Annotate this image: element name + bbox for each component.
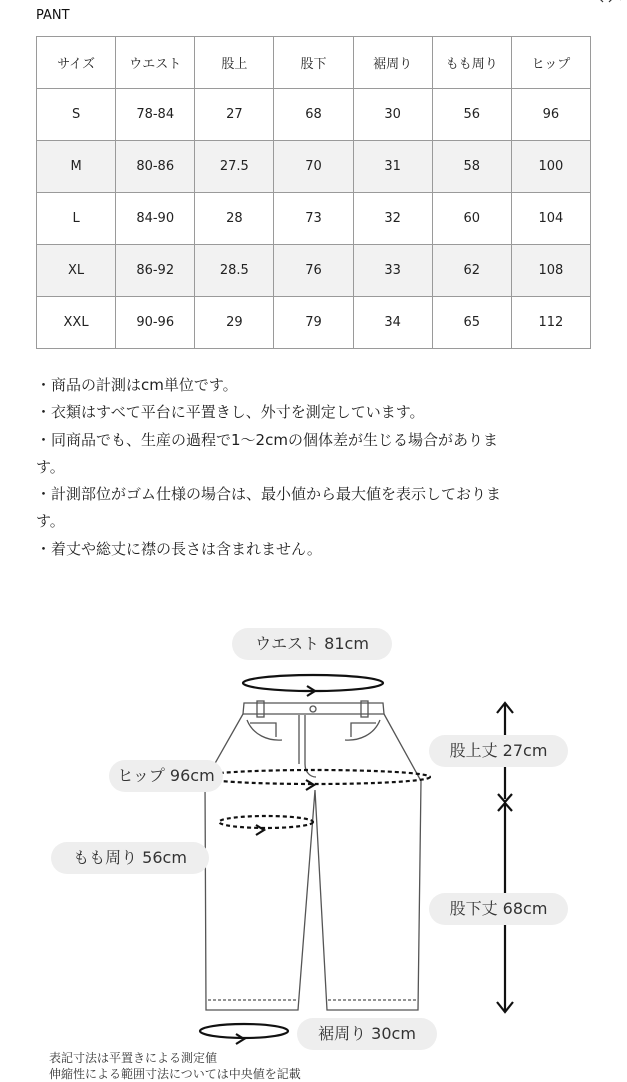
- table-cell: 112: [511, 297, 590, 349]
- table-cell: 27.5: [195, 141, 274, 193]
- waist-measure-icon: [243, 675, 383, 696]
- table-cell: 76: [274, 245, 353, 297]
- table-header-row: [37, 37, 591, 89]
- thigh-label: もも周り 56cm: [51, 842, 209, 874]
- table-cell: 31: [353, 141, 432, 193]
- table-row: [37, 193, 591, 245]
- note-line: ・商品の計測はcm単位です。: [36, 376, 238, 394]
- table-cell: 96: [511, 89, 590, 141]
- table-cell: 56: [432, 89, 511, 141]
- table-header-cell: ウエスト: [116, 37, 195, 89]
- note-line: ・着丈や総丈に襟の長さは含まれません。: [36, 539, 322, 558]
- table-cell: 58: [432, 141, 511, 193]
- table-cell: 28: [195, 193, 274, 245]
- table-cell: 34: [353, 297, 432, 349]
- page-title: PANT: [36, 8, 70, 23]
- size-table: [36, 36, 591, 349]
- hem-measure-icon: [200, 1024, 288, 1044]
- table-cell: 62: [432, 245, 511, 297]
- table-cell: L: [37, 193, 116, 245]
- table-cell: 65: [432, 297, 511, 349]
- note-line: ・同商品でも、生産の過程で1〜2cmの個体差が生じる場合がありま: [36, 430, 498, 449]
- table-row: [37, 89, 591, 141]
- table-cell: 33: [353, 245, 432, 297]
- note-line: す。: [36, 457, 65, 476]
- table-cell: 108: [511, 245, 590, 297]
- rise-label: 股上丈 27cm: [429, 735, 568, 767]
- table-cell: 68: [274, 89, 353, 141]
- hip-label: ヒップ 96cm: [109, 760, 223, 792]
- waist-label: ウエスト 81cm: [232, 628, 392, 660]
- table-cell: 84-90: [116, 193, 195, 245]
- table-cell: M: [37, 141, 116, 193]
- pants-illustration: [205, 701, 421, 1010]
- table-cell: 32: [353, 193, 432, 245]
- table-header-cell: サイズ: [37, 37, 116, 89]
- table-header-cell: 股下: [274, 37, 353, 89]
- table-cell: 29: [195, 297, 274, 349]
- table-cell: 73: [274, 193, 353, 245]
- footnote-2: 伸縮性による範囲寸法については中央値を記載: [49, 1067, 301, 1081]
- table-cell: XXL: [37, 297, 116, 349]
- table-cell: 86-92: [116, 245, 195, 297]
- corner-glyph-icon: [593, 0, 623, 8]
- table-cell: 27: [195, 89, 274, 141]
- table-header-cell: 股上: [195, 37, 274, 89]
- table-row: [37, 297, 591, 349]
- note-line: ・衣類はすべて平台に平置きし、外寸を測定しています。: [36, 403, 425, 422]
- table-cell: 80-86: [116, 141, 195, 193]
- table-cell: 78-84: [116, 89, 195, 141]
- measurement-diagram: [0, 600, 627, 1080]
- table-header-cell: 裾周り: [353, 37, 432, 89]
- table-cell: 28.5: [195, 245, 274, 297]
- table-cell: 90-96: [116, 297, 195, 349]
- note-line: す。: [36, 512, 65, 531]
- table-header-cell: もも周り: [432, 37, 511, 89]
- table-body: [37, 89, 591, 349]
- note-line: ・計測部位がゴム仕様の場合は、最小値から最大値を表示しておりま: [36, 485, 502, 504]
- table-cell: 60: [432, 193, 511, 245]
- table-cell: XL: [37, 245, 116, 297]
- table-cell: S: [37, 89, 116, 141]
- table-row: [37, 245, 591, 297]
- inseam-label: 股下丈 68cm: [429, 893, 568, 925]
- table-cell: 104: [511, 193, 590, 245]
- hem-label: 裾周り 30cm: [297, 1018, 437, 1050]
- table-cell: 70: [274, 141, 353, 193]
- footnote-1: 表記寸法は平置きによる測定値: [49, 1051, 218, 1065]
- table-cell: 79: [274, 297, 353, 349]
- table-cell: 30: [353, 89, 432, 141]
- hip-measure-icon: [200, 770, 430, 790]
- table-header-cell: ヒップ: [511, 37, 590, 89]
- table-row: [37, 141, 591, 193]
- thigh-measure-icon: [219, 816, 313, 835]
- notes: [36, 372, 596, 563]
- table-cell: 100: [511, 141, 590, 193]
